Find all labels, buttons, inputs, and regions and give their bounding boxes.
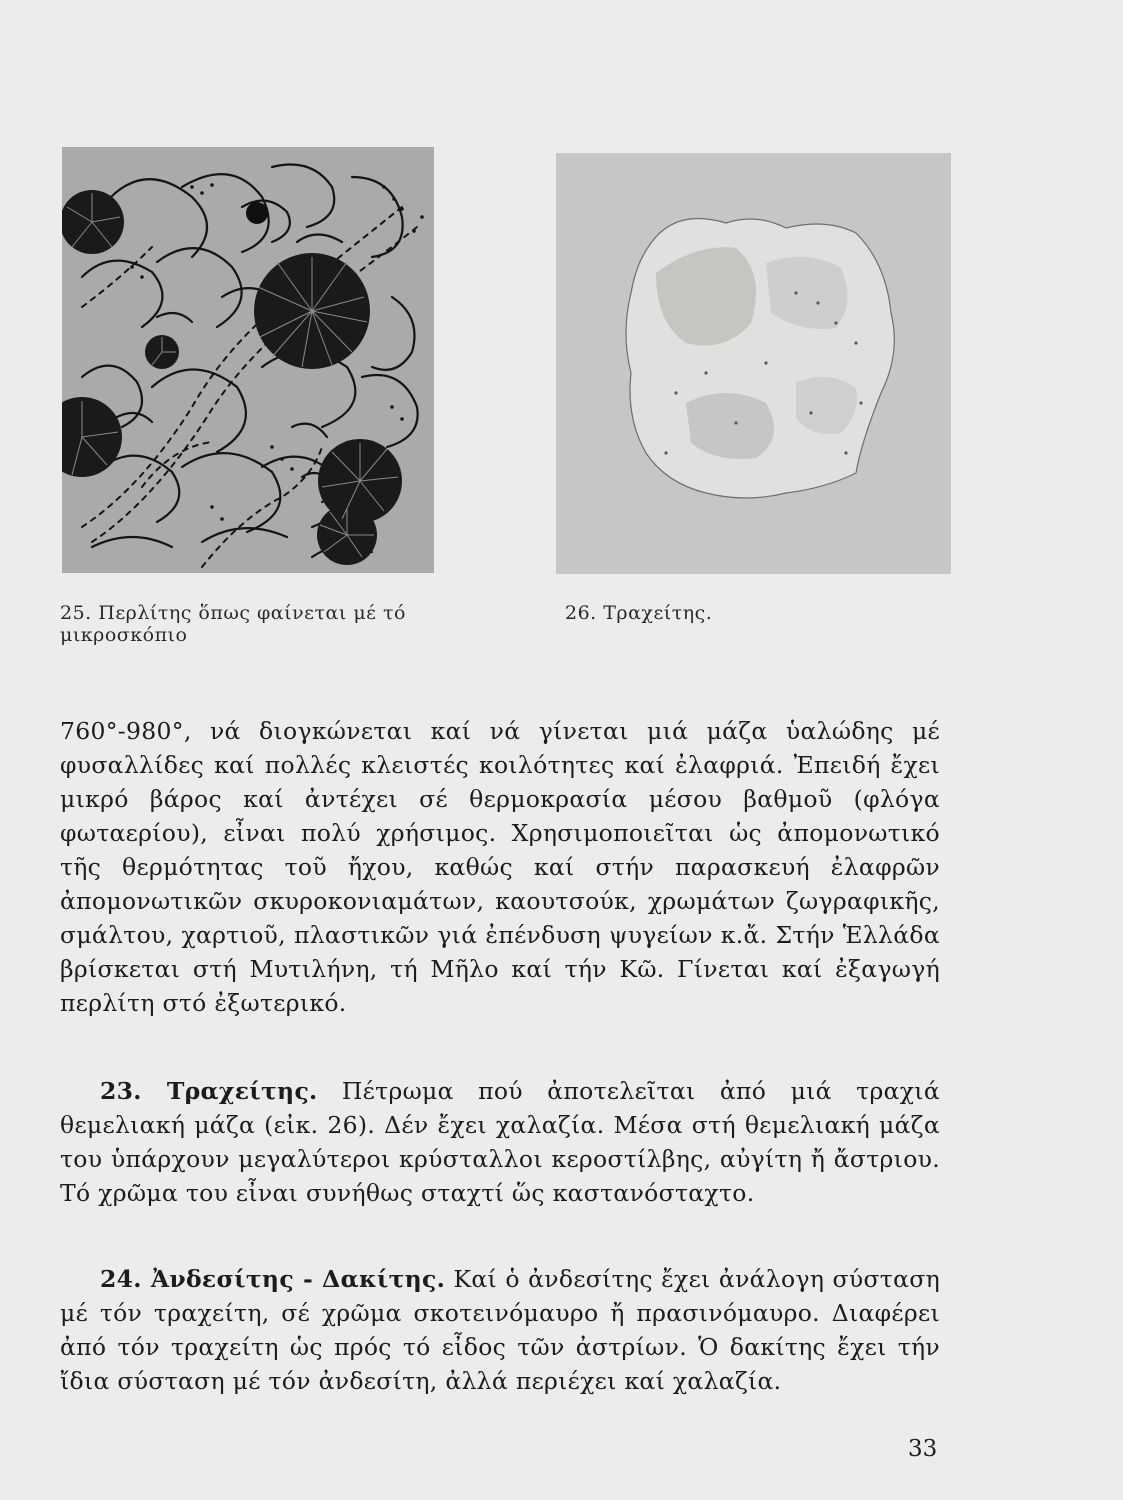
caption-figure-26: 26. Τραχείτης. [565,602,713,624]
term-trachyte: 23. Τραχείτης. [100,1077,318,1105]
figure-perlite-microscope [62,147,434,573]
figure-trachyte-photo [556,153,951,574]
perlite-drawing [62,147,434,573]
paragraph-trachyte-text: Πέτρωμα πού ἀποτελεῖται ἀπό μιά τραχιά θεμελιακή μάζα (εἰκ. 26). Δέν ἔχει χαλαζία. Μέσα στή θεμελιακή μάζα του ὑπάρχουν μεγαλύτεροι κρύσταλλοι κεροστίλβης, αὐγίτη ἤ ἄστριου. Τό χρῶμα του εἶναι συνήθως σταχτί ὥς καστανόσταχτο. [60,1077,940,1207]
caption-figure-25 [60,602,480,646]
caption-25-line-2: μικροσκόπιο [60,624,188,646]
trachyte-photo [556,153,951,574]
term-andesite-dacite: 24. Ἀνδεσίτης - Δακίτης. [100,1265,446,1293]
caption-25-line-1: 25. Περλίτης ὅπως φαίνεται μέ τό [60,602,406,624]
paragraph-andesite-dacite [60,1262,940,1398]
paragraph-trachyte [60,1074,940,1210]
paragraph-perlite-continuation: 760°-980°, νά διογκώνεται καί νά γίνεται μιά μάζα ὑαλώδης μέ φυσαλλίδες καί πολλές κλειστές κοιλότητες καί ἐλαφριά. Ἐπειδή ἔχει μικρό βάρος καί ἀντέχει σέ θερμοκρασία μέσου βαθμοῦ (φλόγα φωταερίου), εἶναι πολύ χρήσιμος. Χρησιμοποιεῖται ὡς ἀπομονωτικό τῆς θερμότητας τοῦ ἤχου, καθώς καί στήν παρασκευή ἐλαφρῶν ἀπομονωτικῶν σκυροκονιαμάτων, καουτσούκ, χρωμάτων ζωγραφικῆς, σμάλτου, χαρτιοῦ, πλαστικῶν γιά ἐπένδυση ψυγείων κ.ἄ. Στήν Ἑλλάδα βρίσκεται στή Μυτιλήνη, τή Μῆλο καί τήν Κῶ. Γίνεται καί ἐξαγωγή περλίτη στό ἐξωτερικό. [60,717,940,1017]
page-number: 33 [908,1436,938,1462]
paragraph-andesite-dacite-text: Καί ὁ ἀνδεσίτης ἔχει ἀνάλογη σύσταση μέ τόν τραχείτη, σέ χρῶμα σκοτεινόμαυρο ἤ πρασινόμαυρο. Διαφέρει ἀπό τόν τραχείτη ὡς πρός τό εἶδος τῶν ἀστρίων. Ὁ δακίτης ἔχει τήν ἴδια σύσταση μέ τόν ἀνδεσίτη, ἀλλά περιέχει καί χαλαζία. [60,1265,940,1395]
